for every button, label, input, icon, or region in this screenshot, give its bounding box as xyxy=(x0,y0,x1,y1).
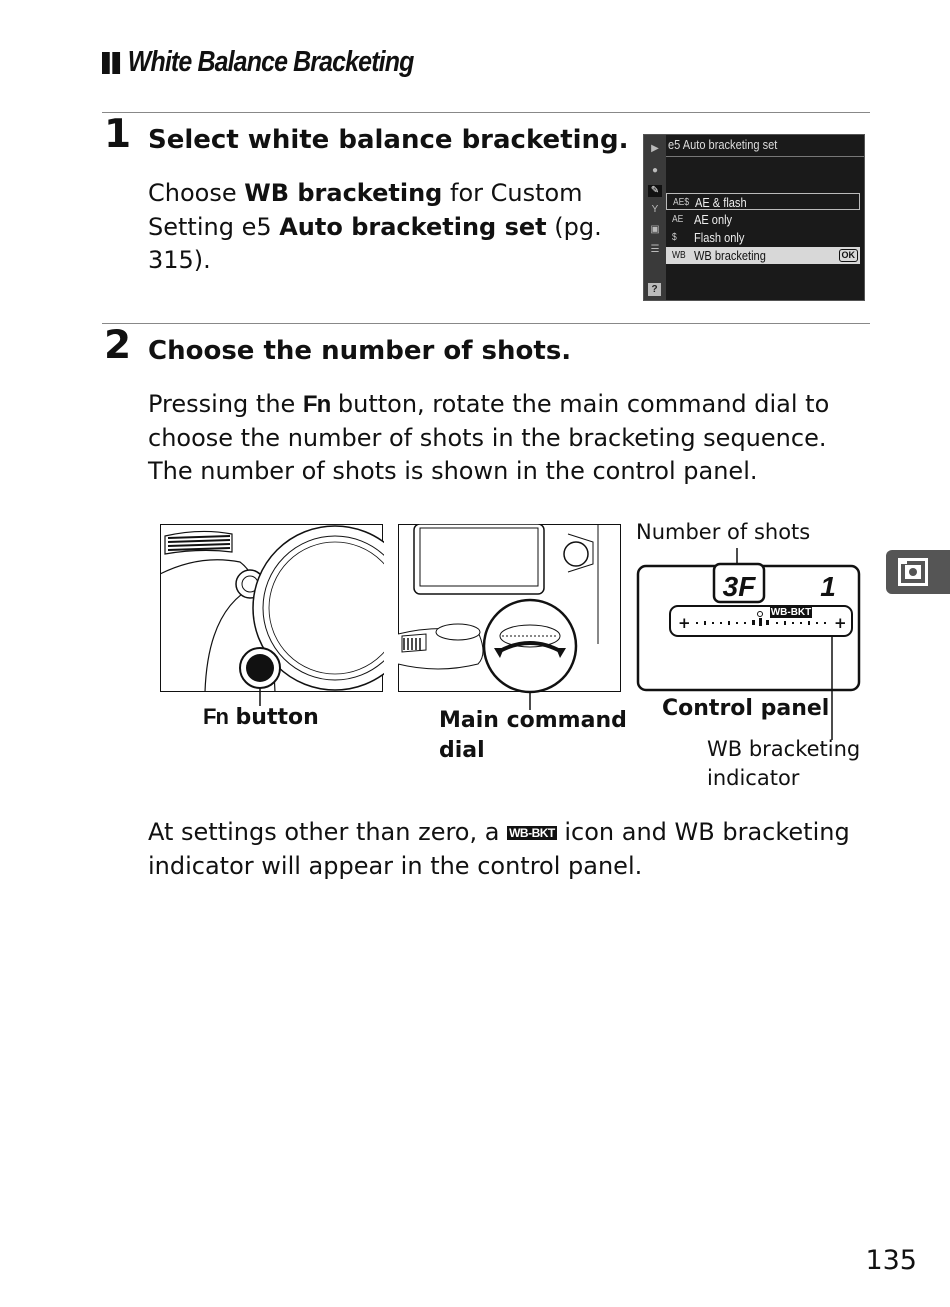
step-2-title: Choose the number of shots. xyxy=(148,336,572,366)
shooting-icon: ● xyxy=(651,165,659,176)
wb-bkt-icon: WB-BKT xyxy=(509,826,555,840)
step-1-text: Choose WB bracketing for Custom Setting e5 Auto bracketing set (pg. 315). xyxy=(148,179,602,274)
step-2-number: 2 xyxy=(104,323,132,368)
control-panel-label: Control panel xyxy=(662,696,830,721)
help-icon: ? xyxy=(648,283,661,296)
flash-icon: $ xyxy=(672,232,677,243)
number-of-shots-label: Number of shots xyxy=(636,520,811,544)
wb-icon: WB xyxy=(672,250,686,261)
menu-title-divider xyxy=(666,156,864,157)
menu-item-ae-only[interactable]: AE AE only xyxy=(672,212,733,227)
divider xyxy=(102,323,870,324)
divider xyxy=(102,112,870,113)
my-menu-icon: ☰ xyxy=(650,244,660,255)
shooting-mode-icon xyxy=(886,550,950,594)
section-marker-icon xyxy=(102,52,121,74)
chapter-tab xyxy=(886,550,950,594)
ae-icon: AE xyxy=(672,214,684,225)
wb-bracketing-indicator-label: WB bracketing indicator xyxy=(707,737,861,790)
step-1-title: Select white balance bracketing. xyxy=(148,125,629,155)
main-command-dial-illustration xyxy=(398,524,622,714)
menu-item-wb-bracketing[interactable]: WB WB bracketing OK xyxy=(666,247,860,264)
retouch-icon: ▣ xyxy=(650,224,660,235)
step-1-number: 1 xyxy=(104,112,132,157)
ae-flash-icon: AE$ xyxy=(673,197,690,208)
custom-setting-icon: ✎ xyxy=(648,185,662,197)
svg-text:+: + xyxy=(834,614,847,632)
wb-bkt-badge: WB-BKT xyxy=(770,607,812,618)
svg-text:+: + xyxy=(678,614,691,632)
section-title xyxy=(102,46,413,79)
note-text: At settings other than zero, a WB-BKT icon and WB bracketing indicator will appear in the control panel. xyxy=(148,818,850,880)
setup-icon: Y xyxy=(651,204,659,215)
main-command-dial-label: Main command dial xyxy=(439,708,627,763)
fn-button-label: Fn button xyxy=(203,704,319,730)
ok-icon: OK xyxy=(839,249,859,262)
menu-item-ae-flash[interactable]: AE$ AE & flash xyxy=(666,193,860,210)
fn-button-illustration xyxy=(160,524,384,710)
panel-value-readout: 1 xyxy=(820,571,836,602)
panel-shots-readout: 3F xyxy=(722,571,756,602)
playback-icon: ▶ xyxy=(651,143,659,154)
page-number: 135 xyxy=(865,1245,917,1276)
menu-item-flash-only[interactable]: $ Flash only xyxy=(672,230,745,245)
section-title-text: White Balance Bracketing xyxy=(127,46,414,78)
menu-title: e5 Auto bracketing set xyxy=(668,137,778,152)
camera-menu-screen xyxy=(643,134,865,301)
menu-sidebar xyxy=(644,135,666,300)
step-2-text: Pressing the Fn button, rotate the main command dial to choose the number of shots in the bracketing sequence. The number of shots is shown in the control panel. xyxy=(148,390,830,485)
